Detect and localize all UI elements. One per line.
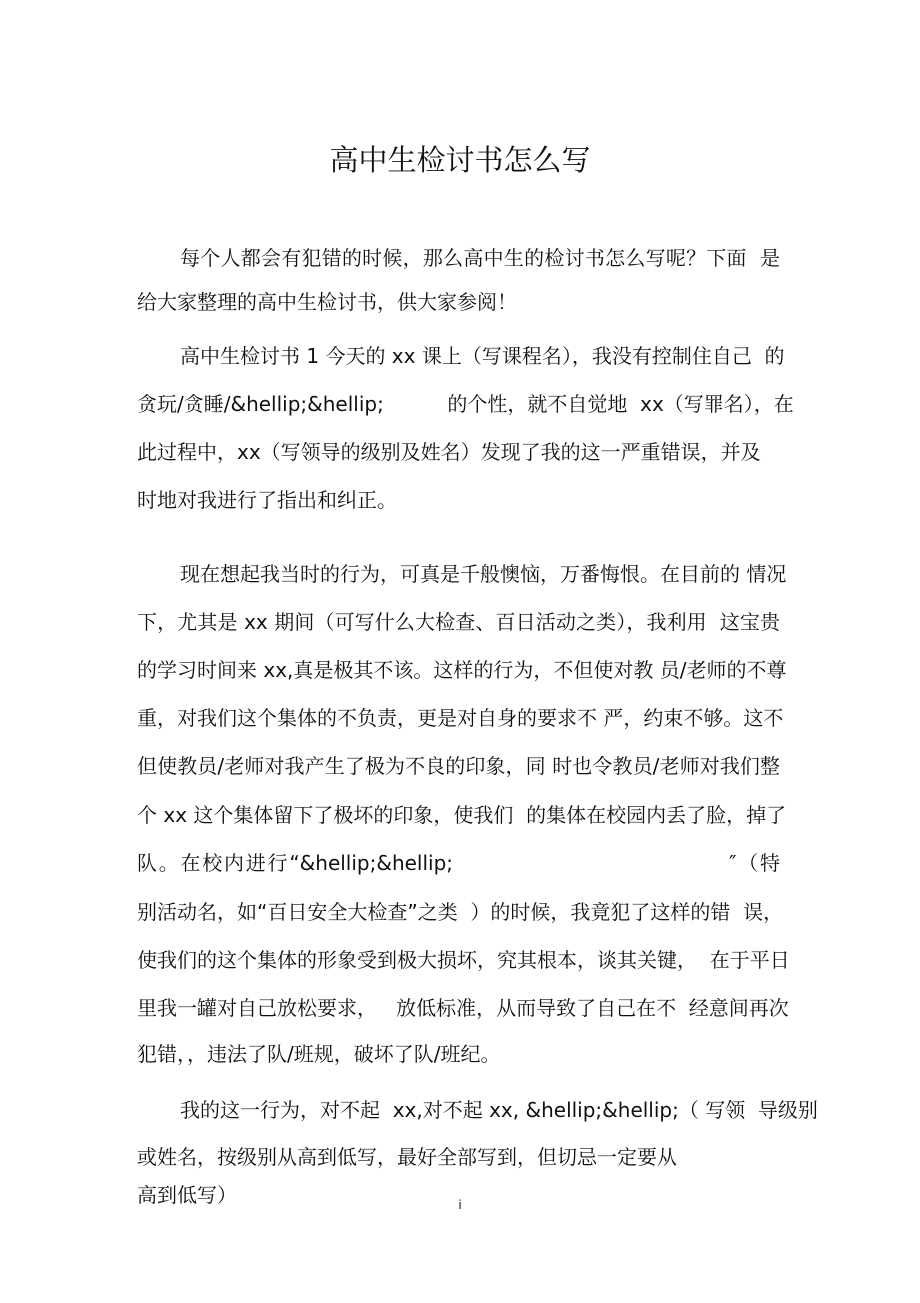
text-line: 里我一罐对自己放松要求， 放低标准，从而导致了自己在不 经意间再次 (137, 996, 789, 1020)
text-line: 或姓名，按级别从高到低写，最好全部写到，但切忌一定要从 (137, 1145, 677, 1169)
text-line: 高中生检讨书 1 今天的 xx 课上（写课程名），我没有控制住自己 的 (180, 344, 785, 368)
text-line: 我的这一行为，对不起 xx,对不起 xx, &hellip;&hellip;（ 写领 导级别 (180, 1098, 818, 1122)
text-line: 使我们的这个集体的形象受到极大损坏，究其根本，谈其关键， 在于平日 (137, 948, 790, 972)
document-title: 高中生检讨书怎么写 (329, 143, 591, 177)
text-line: 下，尤其是 xx 期间（可写什么大检查、百日活动之类），我利用 这宝贵 (137, 610, 780, 634)
text-line: 高到低写） (137, 1183, 237, 1207)
text-line: 别活动名，如“百日安全大检查”之类 ）的时候，我竟犯了这样的错 误， (137, 900, 784, 924)
text-line: 个 xx 这个集体留下了极坏的印象，使我们 的集体在校园内丢了脸，掉了 (137, 803, 787, 827)
text-line: 此过程中，xx（写领导的级别及姓名）发现了我的这一严重错误，并及 (137, 440, 761, 464)
text-line: 每个人都会有犯错的时候，那么高中生的检讨书怎么写呢？下面 是 (180, 246, 780, 270)
text-line: 现在想起我当时的行为，可真是千般懊恼，万番悔恨。在目前的 情况 (180, 562, 787, 586)
text-line: 给大家整理的高中生检讨书，供大家参阅！ (137, 290, 517, 314)
page-number: i (458, 1198, 462, 1212)
text-line: 的学习时间来 xx,真是极其不该。这样的行为，不但使对教 员/老师的不尊 (137, 658, 787, 682)
text-line: 但使教员/老师对我产生了极为不良的印象，同 时也令教员/老师对我们整 (137, 754, 780, 778)
text-line: 犯错，，违法了队/班规，破坏了队/班纪。 (137, 1042, 501, 1066)
text-line: 队。在校内进行“&hellip;&hellip; ″（特 (137, 851, 780, 875)
text-line: 贪玩/贪睡/&hellip;&hellip; 的个性，就不自觉地 xx（写罪名），在 (137, 392, 794, 416)
text-line: 重，对我们这个集体的不负责，更是对自身的要求不 严，约束不够。这不 (137, 706, 784, 730)
text-line: 时地对我进行了指出和纠正。 (137, 488, 397, 512)
